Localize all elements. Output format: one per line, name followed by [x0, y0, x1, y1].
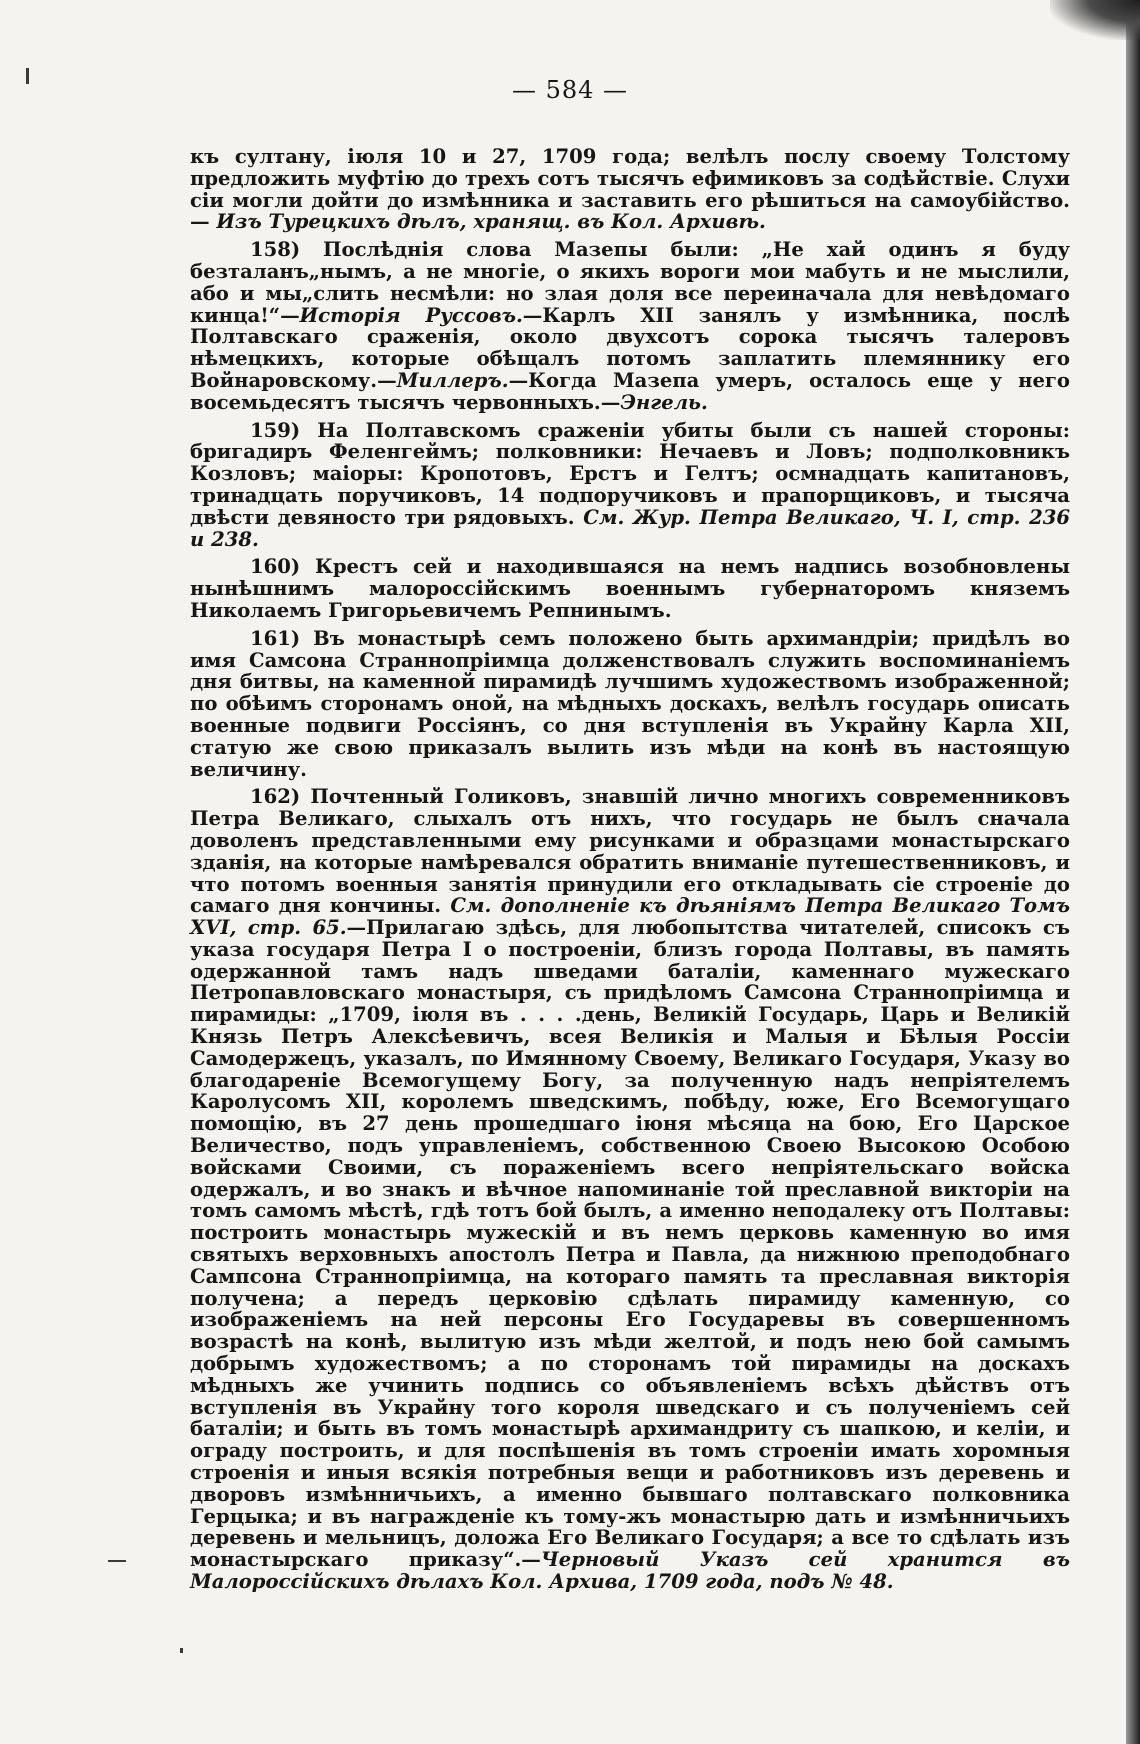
source-citation: Миллеръ. [396, 368, 509, 392]
margin-mark [180, 1648, 183, 1653]
paragraph-continuation [190, 146, 1070, 233]
paragraph-text: 162) Почтенный Голиковъ, знавшій лично многихъ современниковъ Петра Великаго, слыхалъ отъ нихъ, что государь не былъ сначала доволенъ представленными ему рисунками и образцами монастырскаго зданія, на которые намѣревался обратить вниманіе путешественниковъ, и что потомъ военныя занятія принудили его откладывать сіе строеніе до самаго дня кончины. [190, 785, 1070, 918]
page-number: — 584 — [511, 76, 629, 104]
margin-mark [108, 1560, 126, 1562]
paragraph-text: —Прилагаю здѣсь, для любопытства читателей, списокъ съ указа государя Петра I о построеніи, близъ города Полтавы, въ память одержанной тамъ надъ шведами баталіи, каменнаго мужескаго Петропавловскаго монастыря, съ придѣломъ Самсона Страннопріимца и пирамиды: „1709, іюля въ . . . .день, Великій Государь, Царь и Великій Князь Петръ Алексѣевичъ, всея Великія и Малыя и Бѣлыя Россіи Самодержецъ, указалъ, по Имянному Своему, Великаго Государя, Указу во благодареніе Всемогущему Богу, за полученную надъ непріятелемъ Каролусомъ XII, королемъ шведскимъ, побѣду, юже, Его Всемогущаго помощію, въ 27 день прошедшаго іюня мѣсяца на бою, Его Царское Величество, подъ управленіемъ, собственною Своею Высокою Особою войсками Своими, съ пораженіемъ всего непріятельскаго войска одержалъ, и во знакъ и вѣчное напоминаніе той преславной викторіи на томъ самомъ мѣстѣ, гдѣ тотъ бой былъ, а именно неподалеку отъ Полтавы: построить монастырь мужескій и въ немъ церковь каменную во имя святыхъ верховныхъ апостолъ Петра и Павла, да нижнюю преподобнаго Сампсона Страннопріимца, на котораго память та преславная викторія получена; а передъ церковію сдѣлать пирамиду каменную, со изображеніемъ на ней персоны Его Государевы въ совершенномъ возрастѣ на конѣ, вылитую изъ мѣди желтой, и подъ нею бой самымъ добрымъ художествомъ; а по сторонамъ той пирамиды на доскахъ мѣдныхъ же учинить подпись со объявленіемъ всѣхъ дѣйствъ отъ вступленія въ Украйну того короля шведскаго и съ полученіемъ сей баталіи; и быть въ томъ монастырѣ архимандриту съ шапкою, и келіи, и ограду построить, и для поспѣшенія въ томъ строеніи имать хоромныя строенія и иныя всякія потребныя вещи и работниковъ изъ деревень и дворовъ измѣнничьихъ, а именно бывшаго полтавскаго полковника Герцыка; и въ награжденіе къ тому-жъ монастырю дать и измѣнничьихъ деревень и мельницъ, доложа Его Великаго Государя; а все то сдѣлать изъ монастырскаго приказу“.— [190, 916, 1070, 1572]
source-citation: См. дополненіе къ дѣяніямъ Петра Великаго Томъ XVI, стр. 65. [190, 894, 1070, 940]
paragraph-text: —Карлъ XII занялъ у измѣнника, послѣ Полтавскаго сраженія, около двухсотъ сорока тысячъ талеровъ нѣмецкихъ, которые обѣщалъ потомъ заплатить племяннику его Войнаровскому.— [190, 303, 1071, 392]
paragraph-text: —Когда Мазепа умеръ, осталось еще у него восемьдесятъ тысячъ червонныхъ.— [190, 368, 1070, 414]
page-edge-shadow [1126, 0, 1140, 1744]
paragraph-text: 159) На Полтавскомъ сраженіи убиты были съ нашей стороны: бригадиръ Феленгеймъ; полковники: Нечаевъ и Ловъ; подполковникъ Козловъ; маіоры: Кропотовъ, Ерстъ и Гелтъ; осмнадцать капитановъ, тринадцать поручиковъ, 14 подпоручиковъ и прапорщиковъ, и тысяча двѣсти девяносто три рядовыхъ. [190, 418, 1070, 529]
source-citation: Изъ Турецкихъ дѣлъ, хранящ. въ Кол. Архивѣ. [216, 210, 766, 234]
note-162 [190, 786, 1070, 1592]
paragraph-text: 161) Въ монастырѣ семъ положено быть архимандріи; придѣлъ во имя Самсона Страннопріимца долженствовалъ служить воспоминаніемъ дня битвы, на каменной пирамидѣ лучшимъ художествомъ изображенной; по обѣимъ сторонамъ оной, на мѣдныхъ доскахъ, велѣлъ государь описать военные подвиги Россіянъ, со дня вступленія въ Украйну Карла XII, статую же свою приказалъ вылить изъ мѣди на конѣ въ настоящую величину. [190, 626, 1070, 781]
paragraph-text: къ султану, іюля 10 и 27, 1709 года; велѣлъ послу своему Толстому предложить муфтію до трехъ сотъ тысячъ ефимиковъ за содѣйствіе. Слухи сіи могли дойти до измѣнника и заставить его рѣшиться на самоубійство.— [190, 145, 1070, 234]
note-159 [190, 420, 1070, 551]
source-citation: Энгель. [620, 390, 708, 414]
source-citation: Исторія Руссовъ. [299, 303, 523, 327]
note-160 [190, 556, 1070, 621]
paragraph-text: 158) Послѣднія слова Мазепы были: „Не хай одинъ я буду безталанъ„нымъ, а не многіе, о якихъ вороги мои мабуть и не мыслили, або и мы„слить несмѣли: но злая доля все переиначала для невѣдомаго кинца!“— [190, 238, 1070, 327]
note-158 [190, 239, 1070, 413]
page-body [190, 146, 1070, 1599]
paragraph-text: 160) Крестъ сей и находившаяся на немъ надпись возобновлены нынѣшнимъ малороссійскимъ военнымъ губернаторомъ княземъ Николаемъ Григорьевичемъ Репнинымъ. [190, 555, 1070, 622]
note-161 [190, 628, 1070, 781]
page-corner-shadow [1050, 0, 1140, 40]
source-citation: См. Жур. Петра Великаго, Ч. I, стр. 236 и 238. [190, 505, 1070, 551]
source-citation: Черновый Указъ сей хранится въ Малороссійскихъ дѣлахъ Кол. Архива, 1709 года, подъ № 48. [190, 1548, 1070, 1593]
